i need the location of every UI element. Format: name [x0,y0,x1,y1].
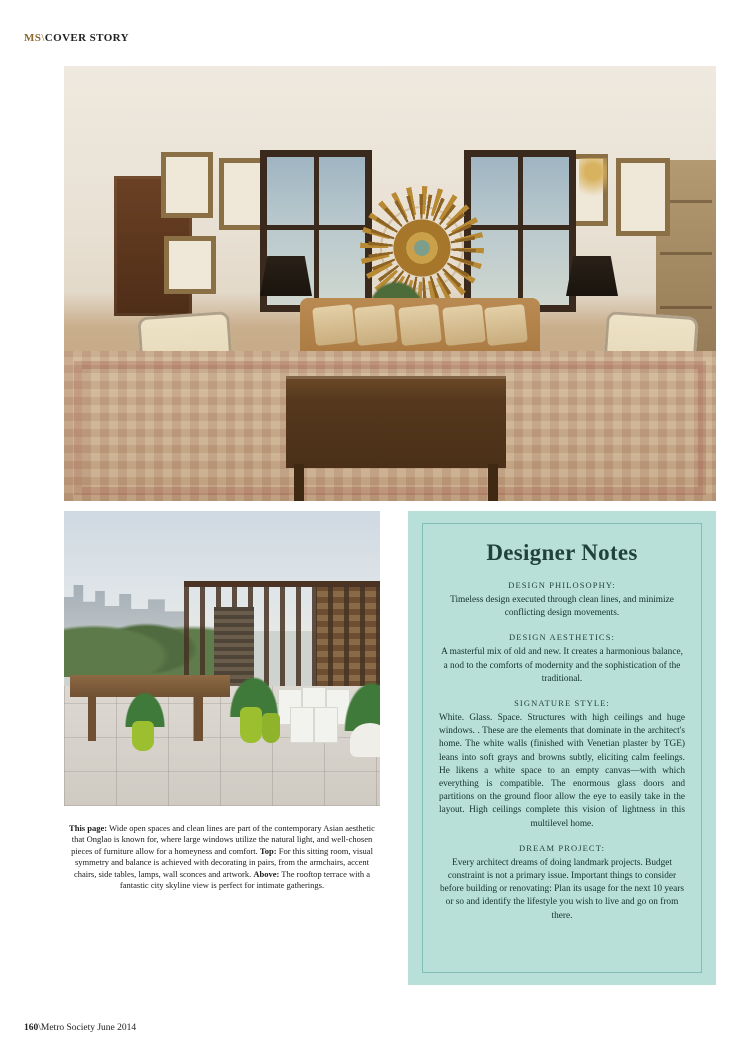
outdoor-chair [290,707,314,743]
throw-pillow [312,304,356,346]
wall-art-frame [161,152,213,218]
white-planter [350,723,380,757]
table-leg [488,464,498,501]
green-planter [262,713,280,743]
note-heading-signature-style: SIGNATURE STYLE: [514,698,610,709]
caption-lead-label: This page: [69,822,108,833]
coffee-table [286,376,506,468]
shelf-board [660,306,712,309]
shelf-board [660,252,712,255]
table-leg [294,464,304,501]
designer-notes-title: Designer Notes [486,540,638,565]
designer-notes-panel [408,511,716,985]
table-lamp [566,256,618,296]
page-number: 160 [24,1023,39,1033]
throw-pillow [354,304,398,346]
window-mullion [471,225,569,230]
header-separator: \ [41,32,45,44]
hero-photo [64,66,716,501]
living-room-scene [64,66,716,501]
table-lamp [260,256,312,296]
section-label: COVER STORY [44,32,129,44]
throw-pillow [398,304,442,346]
footer-separator: \ [38,1023,41,1033]
photo-caption [64,823,380,892]
green-planter [240,707,262,743]
note-heading-design-philosophy: DESIGN PHILOSOPHY: [508,580,616,590]
wall-art-frame [616,158,670,236]
note-heading-design-aesthetics: DESIGN AESTHETICS: [509,632,615,643]
note-body-signature-style: White. Glass. Space. Structures with high ceilings and huge windows. . These are the elements that dominate in the architect's home. The white walls (finished with Venetian plaster by TGE) leans into soft grays and browns subtly, eliciting calm feelings. He likens a white space to an empty canvas—with which everything is compatible. The enormous glass doors and partitions on the ground floor allow the eye to easily take in the layout. High ceilings complete this vision of lightness in this multilevel home. [439,713,685,829]
throw-pillow [484,304,528,346]
caption-text-1: Wide open spaces and clean lines are part of the contemporary Asian aesthetic that Onglao is known for, where large windows utilize the natural light, and well-chosen pieces of furniture allow for a homeyness and comfort. [71,822,375,856]
wall-sconce [579,158,607,204]
wall-art-frame [164,236,216,294]
caption-top-label: Top: [259,845,277,856]
caption-above-label: Above: [253,868,280,879]
outdoor-chair [314,707,338,743]
green-planter [132,721,154,751]
magazine-mark: MS [24,32,42,44]
note-body-design-aesthetics: A masterful mix of old and new. It creates a harmonious balance, a nod to the comforts of modernity and the sophistication of the traditional. [441,647,683,684]
running-head [24,32,129,44]
window-mullion [314,157,319,305]
note-body-dream-project: Every architect dreams of doing landmark projects. Budget constraint is not a primary issue. Important things to consider before building or renovating: Plan its usage for the next 10 years or so and identify the lifestyle you wish to live and go on from there. [440,857,684,921]
note-body-design-philosophy: Timeless design executed through clean lines, and minimize conflicting design movements. [450,595,674,619]
window-mullion [518,157,523,305]
terrace-photo [64,511,380,806]
page-footer [24,1023,136,1033]
note-heading-dream-project: DREAM PROJECT: [518,842,606,853]
caption-text-2: For this sitting room, visual symmetry and balance is achieved with decorating in pairs, from the armchairs, accent chairs, side tables, lamps, wall sconces and artwork. [73,845,373,879]
window-mullion [267,225,365,230]
designer-notes-frame [422,523,702,973]
throw-pillow [442,304,486,346]
caption-text-3: The rooftop terrace with a fantastic city skyline view is perfect for intimate gatherings. [119,868,371,890]
publication-name: Metro Society June 2014 [40,1023,137,1033]
